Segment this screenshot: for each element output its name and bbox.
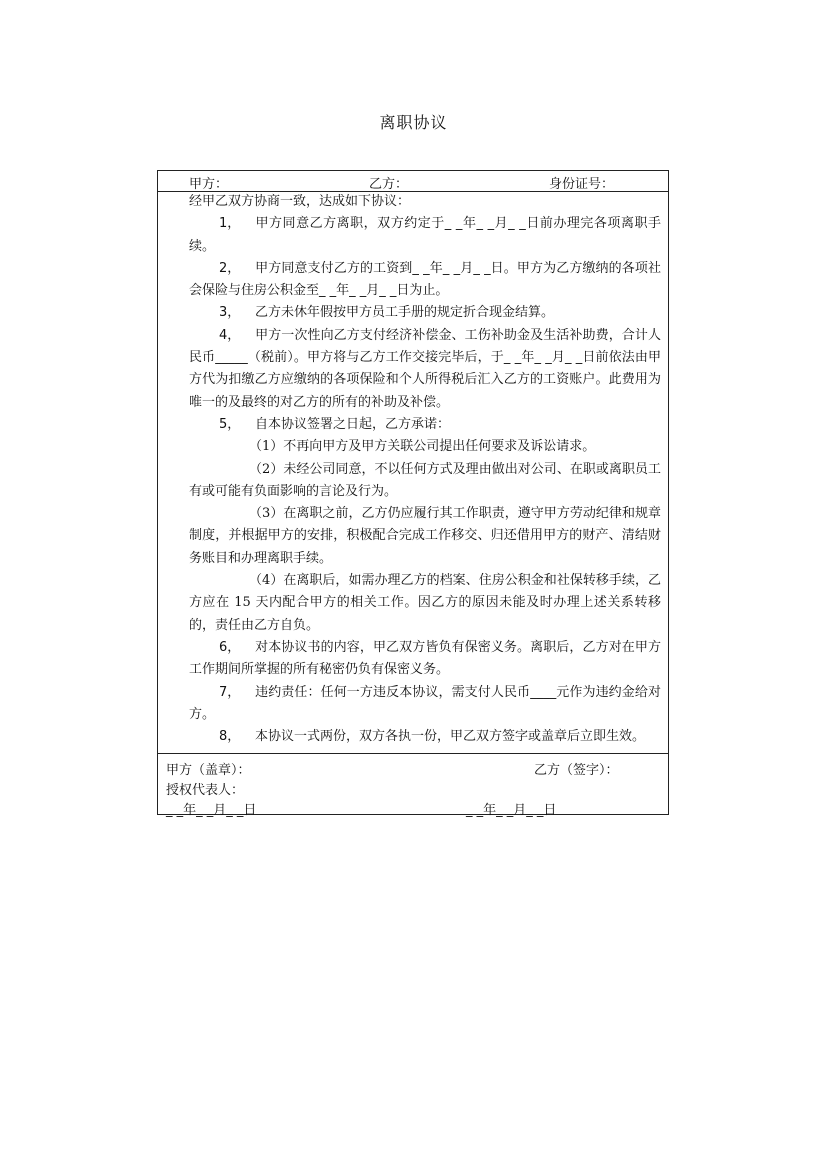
clause-text: 甲方同意支付乙方的工资到_ _年_ _月_ _日。甲方为乙方缴纳的各项社会保险与住房公积金至_ _年_ _月_ _日为止。 <box>189 260 661 299</box>
clause-number: 4， <box>219 327 241 343</box>
clause-text: 乙方未休年假按甲方员工手册的规定折合现金结算。 <box>255 305 555 321</box>
clause-text: 甲方一次性向乙方支付经济补偿金、工伤补助金及生活补助费，合计人民币_____（税前）。甲方将与乙方工作交接完毕后，于_ _年_ _月_ _日前依法由甲方代为扣缴乙方应缴纳的各项保险和个人所得税后汇入乙方的工资账户。此费用为唯一的及最终的对乙方的所有的补助及补偿。 <box>189 327 661 410</box>
clause-5-item-4: （4）在离职后，如需办理乙方的档案、住房公积金和社保转移手续，乙方应在 15 天内配合甲方的相关工作。因乙方的原因未能及时办理上述关系转移的，责任由乙方自负。 <box>189 573 661 633</box>
clause-5-item-3: （3）在离职之前，乙方仍应履行其工作职责，遵守甲方劳动纪律和规章制度，并根据甲方的安排，积极配合完成工作移交、归还借用甲方的财产、清结财务账目和办理离职手续。 <box>189 506 661 566</box>
party-a-date: _ _年_ _月_ _日 <box>166 803 257 818</box>
clause-number: 2， <box>219 260 241 276</box>
party-b-sign-label: 乙方（签字）： <box>534 763 619 778</box>
signature-divider <box>158 753 668 754</box>
clause-3 <box>189 302 661 324</box>
agreement-body <box>189 191 661 748</box>
clause-text: 本协议一式两份，双方各执一份，甲乙双方签字或盖章后立即生效。 <box>255 729 646 745</box>
clause-text: 甲方同意乙方离职，双方约定于_ _年_ _月_ _日前办理完各项离职手续。 <box>189 216 661 254</box>
clause-number: 3， <box>219 305 241 321</box>
clause-text: 自本协议签署之日起，乙方承诺： <box>255 416 451 432</box>
clause-5-item-2: （2）未经公司同意，不以任何方式及理由做出对公司、在职或离职员工有或可能有负面影响的言论及行为。 <box>189 461 661 499</box>
intro-text: 经甲乙双方协商一致，达成如下协议： <box>189 194 411 209</box>
clause-8 <box>189 726 661 748</box>
party-b-date: _ _年_ _月_ _日 <box>466 803 557 818</box>
clause-2 <box>189 258 661 303</box>
document-title: 离职协议 <box>379 113 448 132</box>
clause-number: 8， <box>219 729 241 745</box>
clause-6 <box>189 637 661 682</box>
party-a-seal-label: 甲方（盖章）： <box>166 763 251 778</box>
clause-number: 7， <box>219 684 241 700</box>
agreement-table <box>157 170 669 818</box>
clause-text: 对本协议书的内容，甲乙双方皆负有保密义务。离职后，乙方对在甲方工作期间所掌握的所有秘密仍负有保密义务。 <box>189 639 661 678</box>
party-b-header: 乙方： <box>369 177 409 192</box>
id-number-header: 身份证号： <box>549 177 615 192</box>
party-a-header: 甲方： <box>189 177 229 192</box>
clause-text: 违约责任：任何一方违反本协议，需支付人民币____元作为违约金给对方。 <box>189 684 661 722</box>
clause-number: 1， <box>219 216 241 232</box>
clause-5 <box>189 414 661 436</box>
clause-5-item-1: （1）不再向甲方及甲方关联公司提出任何要求及诉讼请求。 <box>249 439 596 455</box>
clause-1 <box>189 213 661 258</box>
clause-number: 5， <box>219 416 241 432</box>
clause-number: 6， <box>219 639 241 655</box>
clause-7 <box>189 682 661 727</box>
clause-4 <box>189 325 661 414</box>
representative-label: 授权代表人： <box>166 783 245 798</box>
